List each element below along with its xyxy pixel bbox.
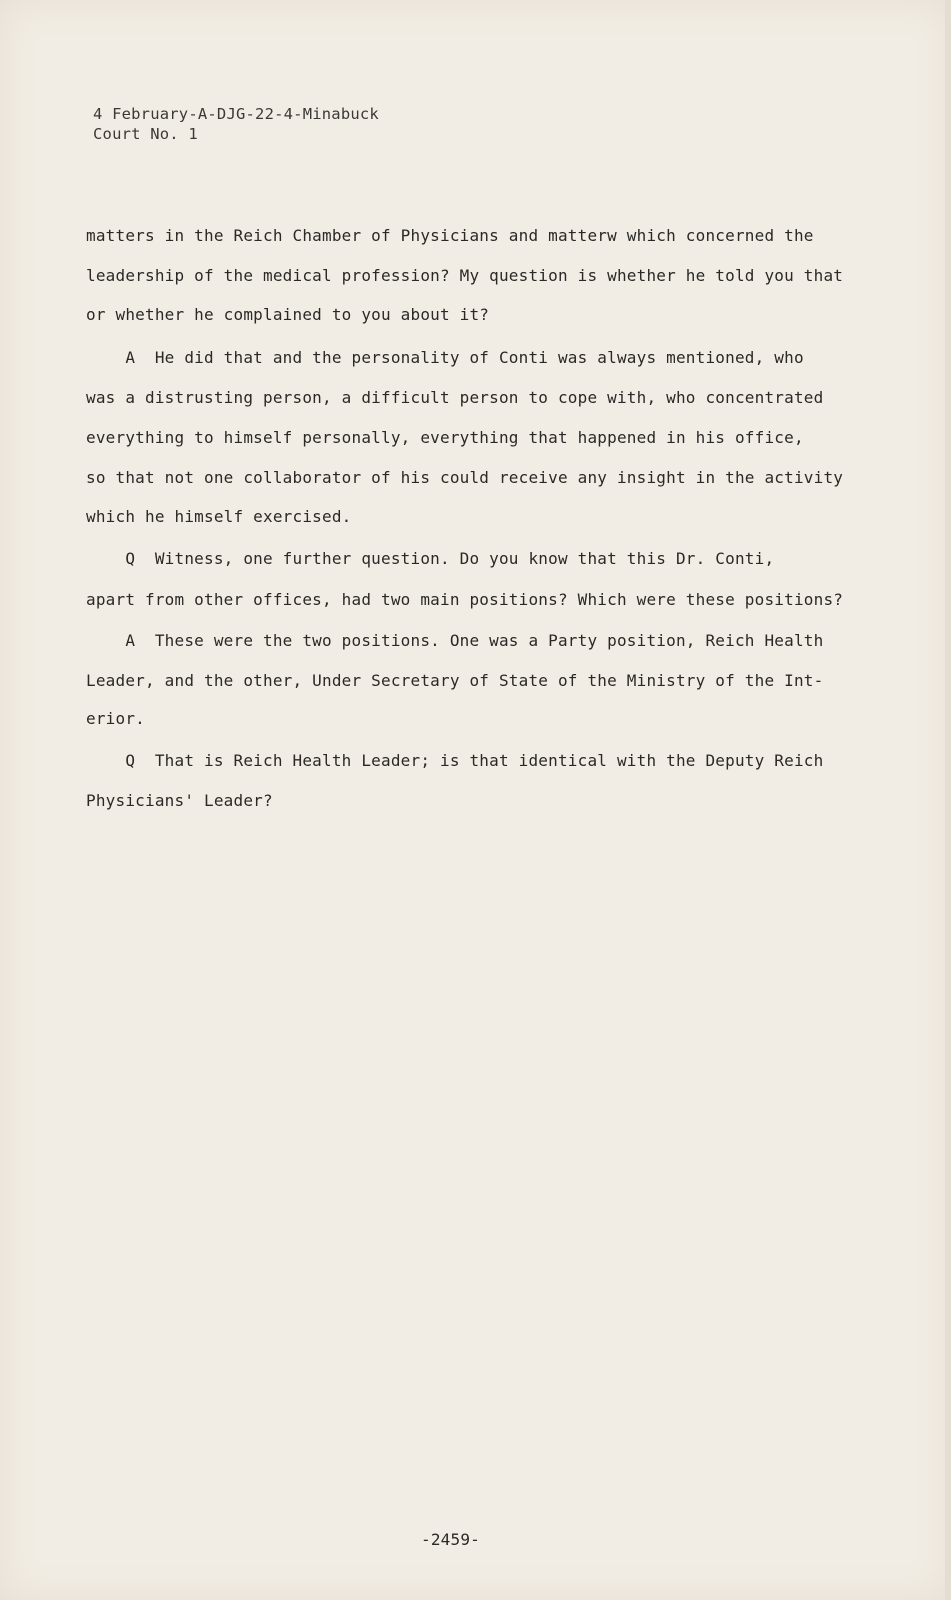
transcript-line: or whether he complained to you about it? xyxy=(86,305,490,324)
page-number: -2459- xyxy=(421,1530,480,1549)
transcript-line: so that not one collaborator of his could receive any insight in the activity xyxy=(86,468,844,487)
transcript-line: A These were the two positions. One was a Party position, Reich Health xyxy=(86,631,824,650)
document-header xyxy=(93,104,379,144)
transcript-line: was a distrusting person, a difficult person to cope with, who concentrated xyxy=(86,388,824,407)
page-edge xyxy=(945,0,951,1600)
transcript-line: Q That is Reich Health Leader; is that identical with the Deputy Reich xyxy=(86,751,824,770)
transcript-line: leadership of the medical profession? My question is whether he told you that xyxy=(86,266,844,285)
transcript-line: Leader, and the other, Under Secretary of State of the Ministry of the Int- xyxy=(86,671,824,690)
transcript-line: apart from other offices, had two main positions? Which were these positions? xyxy=(86,590,844,609)
transcript-line: erior. xyxy=(86,709,145,728)
header-reference: 4 February-A-DJG-22-4-Minabuck xyxy=(93,105,379,123)
transcript-line: everything to himself personally, everything that happened in his office, xyxy=(86,428,804,447)
transcript-line: Q Witness, one further question. Do you know that this Dr. Conti, xyxy=(86,549,775,568)
transcript-line: Physicians' Leader? xyxy=(86,791,273,810)
header-court: Court No. 1 xyxy=(93,125,198,143)
transcript-line: which he himself exercised. xyxy=(86,507,352,526)
transcript-line: A He did that and the personality of Conti was always mentioned, who xyxy=(86,348,804,367)
transcript-line: matters in the Reich Chamber of Physicians and matterw which concerned the xyxy=(86,226,814,245)
